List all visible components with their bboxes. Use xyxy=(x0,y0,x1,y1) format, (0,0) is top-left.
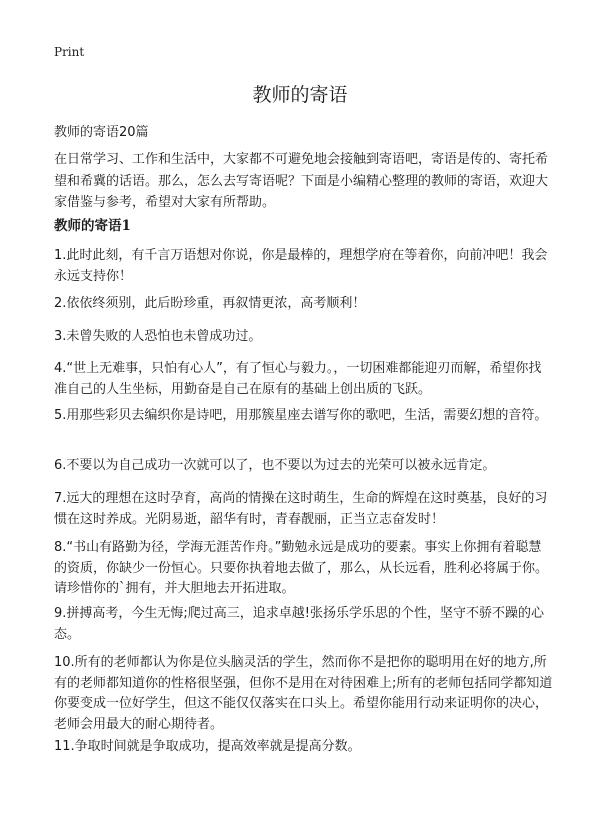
print-link[interactable]: Print xyxy=(54,45,85,59)
section-heading: 教师的寄语1 xyxy=(54,218,131,234)
intro-paragraph: 在日常学习、工作和生活中，大家都不可避免地会接触到寄语吧，寄语是传的、寄托希望和希冀的话语。那么，怎么去写寄语呢？下面是小编精心整理的教师的寄语，欢迎大家借鉴与参考，希望对大家有所帮助。 xyxy=(54,152,549,210)
document-subtitle: 教师的寄语20篇 xyxy=(54,125,149,140)
message-item-8: 8.“书山有路勤为径，学海无涯苦作舟。”勤勉永远是成功的要素。事实上你拥有着聪慧的资质，你缺少一份恒心。只要你执着地去做了，那么，从长远看，胜利必将属于你。请珍惜你的`拥有，并大胆地去开拓进取。 xyxy=(54,540,549,596)
message-item-6: 6.不要以为自己成功一次就可以了，也不要以为过去的光荣可以被永远肯定。 xyxy=(54,458,496,473)
page-title: 教师的寄语 xyxy=(252,84,348,106)
message-item-4: 4.“世上无难事，只怕有心人”，有了恒心与毅力。，一切困难都能迎刃而解，希望你找准自己的人生坐标，用勤奋是自己在原有的基础上创出质的飞跃。 xyxy=(54,361,542,397)
message-item-11: 11.争取时间就是争取成功，提高效率就是提高分数。 xyxy=(54,739,361,754)
message-item-2: 2.依依终须别，此后盼珍重，再叙情更浓，高考顺利！ xyxy=(54,296,366,311)
message-item-5: 5.用那些彩贝去编织你是诗吧，用那簇星座去谱写你的歌吧，生活，需要幻想的音符。 xyxy=(54,408,548,423)
message-item-10: 10.所有的老师都认为你是位头脑灵活的学生，然而你不是把你的聪明用在好的地方,所有的老师都知道你的性格很坚强，但你不是用在对待困难上;所有的老师包括同学都知道你要变成一位好学生，但这不能仅仅落实在口头上。希望你能用行动来证明你的决心，老师会用最大的耐心期待者。 xyxy=(54,655,553,732)
message-item-9: 9.拼搏高考，今生无悔;爬过高三，追求卓越!张扬乐学乐思的个性，坚守不骄不躁的心态。 xyxy=(54,606,544,642)
message-item-7: 7.远大的理想在这时孕育，高尚的情操在这时萌生，生命的辉煌在这时奠基，良好的习惯在这时养成。光阴易逝，韶华有时，青春靓丽，正当立志奋发时！ xyxy=(54,491,548,527)
message-item-3: 3.未曾失败的人恐怕也未曾成功过。 xyxy=(54,329,262,344)
message-item-1: 1.此时此刻，有千言万语想对你说，你是最棒的，理想学府在等着你，向前冲吧！我会永远支持你！ xyxy=(54,248,548,284)
